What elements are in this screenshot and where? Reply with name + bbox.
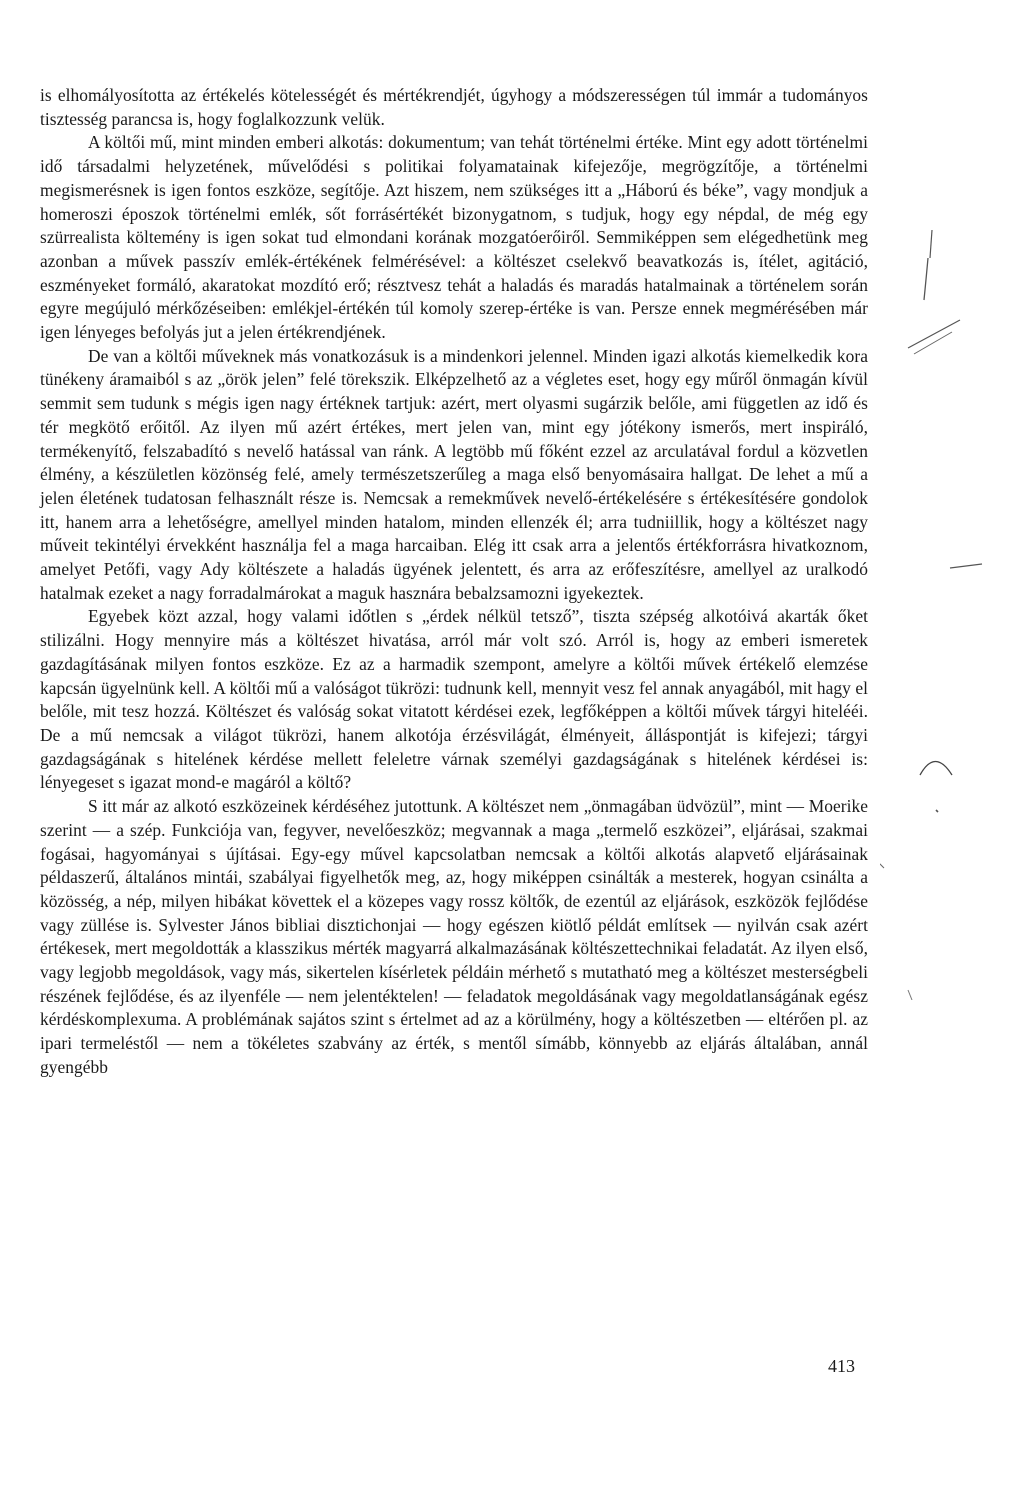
margin-line-slash: [924, 258, 928, 300]
paragraph-1: is elhomályosította az értékelés kötelességét és mértékrendjét, úgyhogy a módszerességen túl immár a tudományos tisztesség parancsa is, hogy foglalkozzunk velük.: [40, 85, 868, 129]
margin-tick-3: [908, 990, 912, 1000]
paragraph-2: A költői mű, mint minden emberi alkotás: dokumentum; van tehát történelmi értéke. Mint egy adott történelmi idő társadalmi helyzetének, művelődési s politikai folyamatainak kifejezője, megrögzítője, a történelmi megismerésnek is igen fontos eszköze, segítője. Azt hiszem, nem szükséges itt a „Háború és béke”, vagy mondjuk a homeroszi époszok történelmi emlék, sőt forrásértékét bizonygatnom, s tudjuk, hogy egy népdal, de még egy szürrealista költemény is igen sokat tud elmondani korának mozgatóerőiről. Semmiképpen sem elégedhetünk meg azonban a művek passzív emlék-értékének felmérésével: a költészet cselekvő beavatkozás is, ítélet, agitáció, eszményeket formáló, akaratokat mozdító erő; résztvesz tehát a haladás és maradás hatalmainak a történelem során egyre megújuló mérkőzéseiben: emlékjel-értékén túl komoly szerep-értéke is van. Persze ennek megmérésében már igen lényeges befolyás jut a jelen értékrendjének.: [40, 132, 868, 343]
document-page: [40, 84, 868, 1080]
margin-dot: [936, 810, 938, 812]
paragraph-4: Egyebek közt azzal, hogy valami időtlen s „érdek nélkül tetsző”, tiszta szépség alkotóivá akarták őket stilizálni. Hogy mennyire más a költészet hivatása, arról már volt szó. Arról is, hogy az emberi ismeretek gazdagításának milyen fontos eszköze. Ez az a harmadik szempont, amelyre a költői művek értékelő elemzése kapcsán ügyelnünk kell. A költői mű a valóságot tükrözi: tudnunk kell, mennyit vesz fel annak anyagából, mit hagy el belőle, mit tesz hozzá. Költészet és valóság sokat vitatott kérdései ezek, legfőképpen a költői művek tárgyi hitelééi. De a mű nemcsak a világot tükrözi, hanem alkotója érzésvilágát, élményeit, álláspontját is kifejezi; tárgyi gazdagságának s hitelének kérdése mellett feleletre várnak személyi gazdagságának s hitelének kérdései is: lényegeset s igazat mond-e magáról a költő?: [40, 606, 868, 793]
margin-line-vertical: [930, 230, 932, 258]
page-number: 413: [828, 1356, 855, 1376]
margin-tick: [880, 862, 884, 868]
handwritten-margin-marks: [880, 200, 1020, 1000]
paragraph-3: De van a költői műveknek más vonatkozásuk is a mindenkori jelennel. Minden igazi alkotás kiemelkedik kora tünékeny áramaiból s az „örök jelen” felé törekszik. Elképzelhető az a végletes eset, hogy egy műről önmagán kívül semmit sem tudunk s mégis igen nagy értéknek tartjuk: azért, mert olyasmi sugárzik belőle, ami független az idő és tér megkötő erőitől. Az ilyen mű azért értékes, mert jelen van, mint egy jótékony ismerős, mert inspiráló, termékenyítő, felszabadító s nevelő hatással van ránk. A legtöbb mű főként ezzel az arculatával fordul a közvetlen élmény, a készületlen közönség felé, amely természetszerűleg a maga első benyomásaira hallgat. De lehet a mű a jelen életének tudatosan felhasznált része is. Nemcsak a remekművek nevelő-értékelésére s értékesítésére gondolok itt, hanem arra a lehetőségre, amellyel minden hatalom, minden ellenzék él; arra tudniillik, hogy a költészet nagy műveit tekintélyi érvekként használja fel a maga harcaiban. Elég itt csak arra a jelentős értékforrásra hivatkoznom, amelyet Petőfi, vagy Ady költészete a haladás ügyének jelentett, és arra az erőfeszítésre, amellyel az uralkodó hatalmak ezeket a nagy forradalmárokat a maguk hasznára bebalzsamozni igyekeztek.: [40, 345, 868, 603]
paragraph-5: S itt már az alkotó eszközeinek kérdéséhez jutottunk. A költészet nem „önmagában üdvözül”, mint — Moerike szerint — a szép. Funkciója van, fegyver, nevelőeszköz; megvannak a maga „termelő eszközei”, eljárásai, szakmai fogásai, hagyományai s újításai. Egy-egy művel kapcsolatban nemcsak a költői alkotás alapvető eljárásainak példaszerű, általános mintái, szabályai figyelhetők meg, az, hogy miképpen csinálták a mesterek, hogyan csinálta a közösség, a nép, milyen hibákat követtek el a közepes vagy rossz költők, de ezentúl az eljárások, eszközök fejlődése vagy züllése is. Sylvester János bibliai disztichonjai — hogy egészen kiötlő példát említsek — nyilván csak azért értékesek, mert megoldották a klasszikus mérték magyarrá alkalmazásának költészettechnikai feladatát. Az ilyen első, vagy legjobb megoldások, vagy más, sikertelen kísérletek példáin mérhető s mutatható meg a költészet mesterségbeli részének fejlődése, és az ilyenféle — nem jelentéktelen! — feladatok megoldásának vagy megoldatlanságának egész kérdéskomplexuma. A problémának sajátos szint s értelmet ad az a körülmény, hogy a költészetben — eltérően pl. az ipari termeléstől — nem a tökéletes szabvány az érték, s mentől símább, könnyebb az eljárás általában, annál gyengébb: [40, 796, 868, 1077]
margin-arc: [920, 762, 952, 776]
margin-line-slant: [908, 320, 960, 348]
margin-line-slant-2: [914, 332, 952, 354]
margin-dash: [950, 564, 982, 568]
